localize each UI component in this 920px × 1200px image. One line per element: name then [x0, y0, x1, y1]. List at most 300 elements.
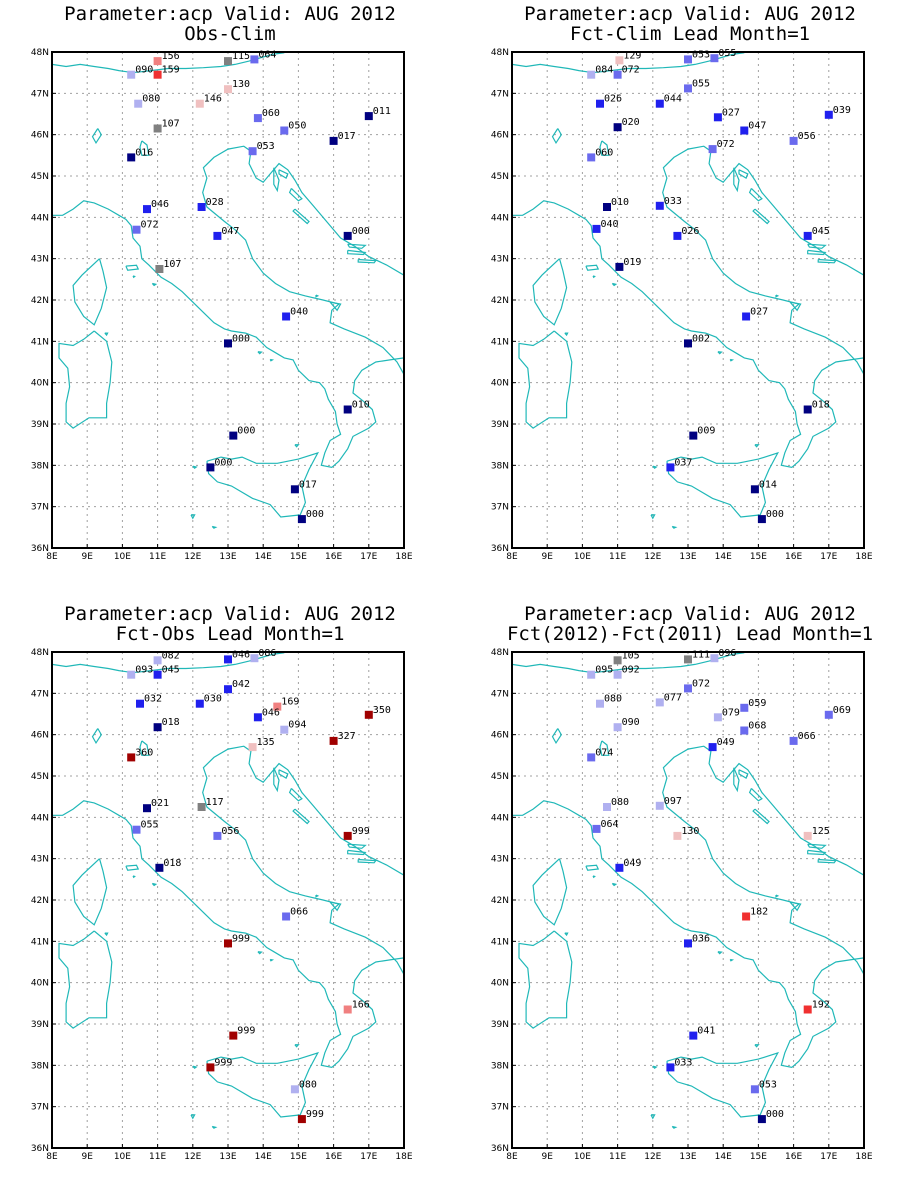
x-tick-label: 13E [219, 1152, 237, 1162]
coastline-lakeComo [93, 729, 102, 743]
station-value-label: 999 [232, 933, 251, 945]
station-value-label: 064 [258, 49, 277, 61]
x-tick-label: 16E [325, 552, 343, 562]
y-tick-label: 47N [30, 89, 49, 100]
panel-title: Parameter:acp Valid: AUG 2012 [524, 603, 856, 625]
x-tick-label: 15E [749, 1152, 767, 1162]
coastline-tuscan1 [152, 884, 156, 886]
y-tick-label: 36N [30, 1144, 49, 1154]
coastline-korcula [818, 860, 836, 863]
x-tick-label: 9E [541, 552, 553, 562]
x-tick-label: 9E [81, 1152, 93, 1162]
station-marker [127, 753, 135, 761]
station-value-label: 060 [261, 108, 280, 120]
station-marker [224, 655, 232, 663]
coastline-cres [734, 768, 739, 791]
x-tick-label: 18E [855, 1152, 873, 1162]
panel-title: Parameter:acp Valid: AUG 2012 [64, 3, 396, 25]
x-tick-label: 14E [254, 552, 272, 562]
station-marker [710, 654, 718, 662]
y-tick-label: 37N [30, 502, 49, 513]
coastline-hvar [808, 250, 826, 254]
map-plot [460, 0, 920, 600]
x-tick-label: 8E [46, 1152, 58, 1162]
station-marker [298, 1115, 306, 1123]
station-marker [344, 1006, 352, 1014]
x-tick-label: 8E [46, 552, 58, 562]
y-tick-label: 41N [490, 937, 509, 948]
y-tick-label: 38N [490, 461, 509, 472]
station-marker [825, 711, 833, 719]
station-value-label: 018 [811, 399, 830, 411]
station-value-label: 028 [205, 197, 224, 208]
map-plot [0, 0, 460, 600]
station-marker [673, 832, 681, 840]
x-tick-label: 16E [785, 1152, 803, 1162]
panel-subtitle: Fct-Obs Lead Month=1 [115, 623, 345, 645]
y-tick-label: 40N [30, 978, 49, 989]
stations [127, 49, 391, 523]
coastline-malta [276, 549, 283, 554]
coastline-lampedusa [212, 527, 216, 529]
station-value-label: 117 [205, 797, 224, 808]
station-marker [196, 100, 204, 108]
station-value-label: 039 [832, 104, 851, 116]
x-tick-label: 9E [81, 552, 93, 562]
y-tick-label: 44N [30, 813, 49, 824]
station-value-label: 093 [135, 664, 154, 676]
coastline-cabrera [565, 933, 568, 935]
station-marker [229, 432, 237, 440]
y-tick-label: 43N [30, 854, 49, 865]
station-marker [291, 485, 299, 493]
coastline-cres [734, 168, 739, 191]
station-value-label: 072 [621, 64, 640, 76]
station-marker [280, 127, 288, 135]
x-tick-label: 12E [644, 552, 662, 562]
y-tick-label: 41N [490, 337, 509, 348]
station-value-label: 094 [288, 719, 307, 731]
station-value-label: 033 [674, 1057, 693, 1069]
station-value-label: 080 [611, 797, 630, 808]
station-value-label: 182 [750, 906, 769, 918]
coastline-tremiti [316, 295, 318, 297]
coastline-sardinia [519, 931, 572, 1028]
y-tick-label: 41N [30, 937, 49, 948]
station-value-label: 125 [811, 825, 830, 837]
y-tick-label: 48N [490, 648, 509, 658]
station-marker [614, 723, 622, 731]
x-tick-label: 17E [360, 1152, 378, 1162]
y-tick-label: 36N [30, 544, 49, 554]
gridlines [52, 652, 404, 1148]
y-tick-label: 39N [30, 1020, 49, 1030]
station-marker [206, 1063, 214, 1071]
station-value-label: 009 [697, 425, 716, 437]
station-marker [742, 913, 750, 921]
station-value-label: 030 [203, 693, 222, 705]
coastline-gargano [790, 302, 801, 310]
x-tick-label: 10E [113, 552, 131, 562]
y-tick-label: 47N [490, 689, 509, 700]
station-value-label: 096 [718, 648, 737, 660]
station-value-label: 000 [765, 1109, 784, 1121]
station-marker [615, 263, 623, 271]
station-value-label: 046 [261, 707, 280, 719]
panel-subtitle: Fct-Clim Lead Month=1 [569, 23, 811, 45]
station-value-label: 066 [797, 730, 816, 742]
coastline-ischia [718, 952, 722, 954]
station-value-label: 107 [161, 118, 180, 130]
y-tick-label: 42N [490, 896, 509, 906]
station-marker [249, 147, 257, 155]
station-value-label: 350 [372, 704, 391, 716]
coastline-tuscan2 [593, 276, 595, 277]
y-tick-label: 42N [30, 896, 49, 906]
x-tick-label: 14E [714, 552, 732, 562]
station-marker [365, 112, 373, 120]
stations [127, 648, 391, 1123]
station-marker [213, 832, 221, 840]
coastline-cres [274, 168, 279, 191]
coastline-lampedusa [672, 1127, 676, 1129]
coastline-ischia [258, 952, 262, 954]
station-marker [344, 832, 352, 840]
x-tick-label: 16E [785, 552, 803, 562]
y-tick-label: 46N [490, 130, 509, 141]
x-tick-label: 14E [714, 1152, 732, 1162]
x-tick-label: 8E [506, 1152, 518, 1162]
x-tick-label: 12E [184, 1152, 202, 1162]
coastline-gargano [330, 902, 341, 910]
station-value-label: 056 [221, 825, 240, 837]
station-value-label: 159 [161, 64, 180, 76]
station-value-label: 169 [281, 696, 300, 708]
x-tick-label: 18E [395, 1152, 413, 1162]
coastline-tuscan2 [133, 876, 135, 877]
x-tick-label: 17E [360, 552, 378, 562]
coastline-cabrera [565, 333, 568, 335]
station-value-label: 037 [674, 457, 693, 469]
station-value-label: 010 [351, 399, 370, 411]
x-tick-label: 11E [609, 1152, 627, 1162]
station-marker [224, 685, 232, 693]
coastline-ischia [258, 352, 262, 354]
station-marker [751, 485, 759, 493]
station-value-label: 014 [758, 479, 777, 491]
station-value-label: 026 [681, 225, 700, 237]
station-value-label: 072 [716, 139, 735, 151]
station-marker [614, 671, 622, 679]
station-marker [593, 825, 601, 833]
station-marker [684, 684, 692, 692]
coastline-korcula [358, 860, 376, 863]
station-value-label: 021 [151, 798, 170, 810]
coastline-lakeComo [553, 729, 562, 743]
station-marker [673, 232, 681, 240]
station-marker [344, 406, 352, 414]
station-value-label: 055 [718, 48, 737, 60]
station-value-label: 095 [595, 664, 614, 676]
coastline-lampedusa [212, 1127, 216, 1129]
station-marker [127, 71, 135, 79]
coastline-tremiti [316, 895, 318, 897]
station-marker [154, 71, 162, 79]
coastline-tuscan1 [612, 884, 616, 886]
station-value-label: 999 [237, 1025, 256, 1037]
station-value-label: 000 [237, 425, 256, 437]
station-marker [298, 515, 306, 523]
station-marker [155, 265, 163, 273]
station-value-label: 111 [692, 649, 711, 661]
coastline-krk [279, 170, 288, 178]
station-marker [596, 700, 604, 708]
x-tick-label: 15E [289, 1152, 307, 1162]
x-tick-label: 13E [219, 552, 237, 562]
coastline-hvar [348, 250, 366, 254]
station-value-label: 082 [161, 650, 180, 662]
station-marker [656, 802, 664, 810]
station-value-label: 053 [256, 141, 275, 153]
station-marker [656, 698, 664, 706]
x-tick-label: 10E [113, 1152, 131, 1162]
station-value-label: 107 [163, 259, 182, 270]
station-marker [684, 84, 692, 92]
y-tick-label: 44N [490, 213, 509, 224]
station-value-label: 046 [232, 649, 251, 661]
station-marker [689, 1032, 697, 1040]
station-value-label: 000 [232, 333, 251, 345]
y-tick-label: 48N [30, 48, 49, 58]
y-tick-label: 41N [30, 337, 49, 348]
y-tick-label: 47N [30, 689, 49, 700]
stations [587, 48, 851, 523]
station-marker [127, 153, 135, 161]
coastline-brac [348, 244, 366, 248]
station-value-label: 049 [716, 737, 735, 749]
station-marker [587, 753, 595, 761]
station-marker [154, 723, 162, 731]
y-tick-label: 46N [490, 730, 509, 741]
station-value-label: 080 [604, 693, 623, 705]
y-tick-label: 36N [490, 544, 509, 554]
station-value-label: 060 [595, 147, 614, 159]
stations [587, 648, 851, 1123]
station-marker [587, 153, 595, 161]
coastline-malta [276, 1149, 283, 1154]
station-value-label: 077 [663, 692, 682, 704]
station-marker [709, 145, 717, 153]
station-marker [143, 205, 151, 213]
station-value-label: 027 [750, 306, 769, 318]
x-tick-label: 10E [573, 1152, 591, 1162]
coastline-brac [808, 844, 826, 848]
station-marker [155, 864, 163, 872]
coastline-brac [348, 844, 366, 848]
y-tick-label: 48N [30, 648, 49, 658]
station-marker [134, 100, 142, 108]
coastline-lipari [295, 1045, 299, 1047]
coastline-krk [279, 770, 288, 778]
station-marker [758, 515, 766, 523]
station-value-label: 056 [797, 130, 816, 142]
x-tick-label: 9E [541, 1152, 553, 1162]
coastline-lakeComo [93, 129, 102, 143]
coastline-malta [736, 549, 743, 554]
station-marker [154, 656, 162, 664]
coastline-corsica [73, 859, 107, 925]
station-value-label: 064 [600, 818, 619, 830]
coastline-sardinia [59, 331, 112, 428]
station-value-label: 130 [681, 825, 700, 837]
station-value-label: 129 [623, 50, 642, 62]
station-value-label: 046 [151, 199, 170, 211]
station-value-label: 042 [232, 679, 251, 691]
gridlines [512, 652, 864, 1148]
coastline-capri [270, 360, 272, 361]
station-value-label: 086 [258, 648, 277, 660]
panel-obs-clim [0, 0, 460, 600]
station-marker [714, 713, 722, 721]
coastline-tuscan1 [612, 284, 616, 286]
station-value-label: 053 [758, 1079, 777, 1091]
coastline-egadi [193, 1066, 197, 1068]
coastline-hvar [808, 850, 826, 854]
coastline-pantelleria [651, 515, 655, 518]
station-value-label: 016 [135, 147, 154, 159]
station-marker [254, 713, 262, 721]
coastline-hvar [348, 850, 366, 854]
station-value-label: 000 [765, 509, 784, 521]
y-tick-label: 43N [490, 254, 509, 265]
station-marker [804, 832, 812, 840]
station-value-label: 072 [140, 219, 159, 231]
coastline-lipari [295, 445, 299, 447]
station-value-label: 000 [214, 457, 233, 469]
y-tick-label: 46N [30, 730, 49, 741]
station-value-label: 327 [337, 730, 356, 742]
station-marker [198, 203, 206, 211]
station-value-label: 097 [663, 795, 682, 807]
station-value-label: 360 [135, 747, 154, 759]
panel-title: Parameter:acp Valid: AUG 2012 [524, 3, 856, 25]
coastline-egadi [193, 466, 197, 468]
station-value-label: 055 [140, 819, 159, 831]
station-marker [280, 726, 288, 734]
coastline-capri [730, 960, 732, 961]
station-value-label: 047 [221, 225, 240, 237]
x-tick-label: 13E [679, 552, 697, 562]
x-tick-label: 18E [855, 552, 873, 562]
coastline-dugi [753, 809, 769, 823]
y-tick-label: 42N [490, 296, 509, 306]
coastline-corsica [533, 859, 567, 925]
coastline-corsica [533, 259, 567, 325]
station-marker [684, 55, 692, 63]
station-value-label: 069 [832, 704, 851, 716]
station-value-label: 019 [623, 256, 642, 268]
station-value-label: 050 [288, 120, 307, 132]
coastline-cabrera [105, 333, 108, 335]
coastline-lipari [755, 1045, 759, 1047]
station-marker [254, 114, 262, 122]
coastline-elba [586, 865, 598, 870]
station-value-label: 033 [663, 195, 682, 207]
station-value-label: 010 [611, 197, 630, 208]
station-marker [250, 654, 258, 662]
coastline-corsica [73, 259, 107, 325]
y-tick-label: 38N [490, 1061, 509, 1072]
coastline-sardinia [519, 331, 572, 428]
station-marker [804, 406, 812, 414]
station-value-label: 115 [232, 51, 251, 63]
coastline-tremiti [776, 895, 778, 897]
station-marker [282, 913, 290, 921]
station-marker [804, 232, 812, 240]
station-marker [330, 137, 338, 145]
station-marker [740, 127, 748, 135]
coastline-tuscan2 [593, 876, 595, 877]
x-tick-label: 11E [609, 552, 627, 562]
station-marker [751, 1085, 759, 1093]
station-marker [742, 313, 750, 321]
coastline-malta [736, 1149, 743, 1154]
coastline-pantelleria [191, 515, 195, 518]
y-tick-label: 42N [30, 296, 49, 306]
coastline-elba [126, 865, 138, 870]
station-value-label: 018 [161, 717, 180, 729]
station-value-label: 000 [305, 509, 324, 521]
station-value-label: 135 [256, 737, 275, 749]
y-tick-label: 44N [490, 813, 509, 824]
coastline-lampedusa [672, 527, 676, 529]
coastline-cabrera [105, 933, 108, 935]
station-marker [614, 123, 622, 131]
station-marker [587, 71, 595, 79]
station-marker [196, 700, 204, 708]
station-value-label: 192 [811, 999, 830, 1011]
station-marker [684, 655, 692, 663]
station-value-label: 084 [595, 64, 614, 76]
station-value-label: 045 [811, 225, 830, 237]
station-value-label: 080 [142, 93, 161, 105]
coastline-dugi [293, 809, 309, 823]
panel-subtitle: Obs-Clim [184, 23, 276, 45]
x-tick-label: 16E [325, 1152, 343, 1162]
gridlines [52, 52, 404, 548]
station-value-label: 146 [203, 93, 222, 105]
coastline-ischia [718, 352, 722, 354]
station-value-label: 166 [351, 999, 370, 1011]
coastline-tuscan2 [133, 276, 135, 277]
coastline-lipari [755, 445, 759, 447]
coastline-dugi [753, 209, 769, 223]
station-value-label: 047 [748, 120, 767, 132]
station-marker [587, 671, 595, 679]
y-tick-label: 45N [30, 172, 49, 182]
panel-fct-clim [460, 0, 920, 600]
station-marker [224, 57, 232, 65]
station-marker [198, 803, 206, 811]
gridlines [512, 52, 864, 548]
station-marker [684, 939, 692, 947]
station-value-label: 018 [163, 857, 182, 869]
station-marker [614, 656, 622, 664]
station-marker [224, 339, 232, 347]
station-marker [365, 711, 373, 719]
station-marker [213, 232, 221, 240]
station-value-label: 156 [161, 51, 180, 63]
